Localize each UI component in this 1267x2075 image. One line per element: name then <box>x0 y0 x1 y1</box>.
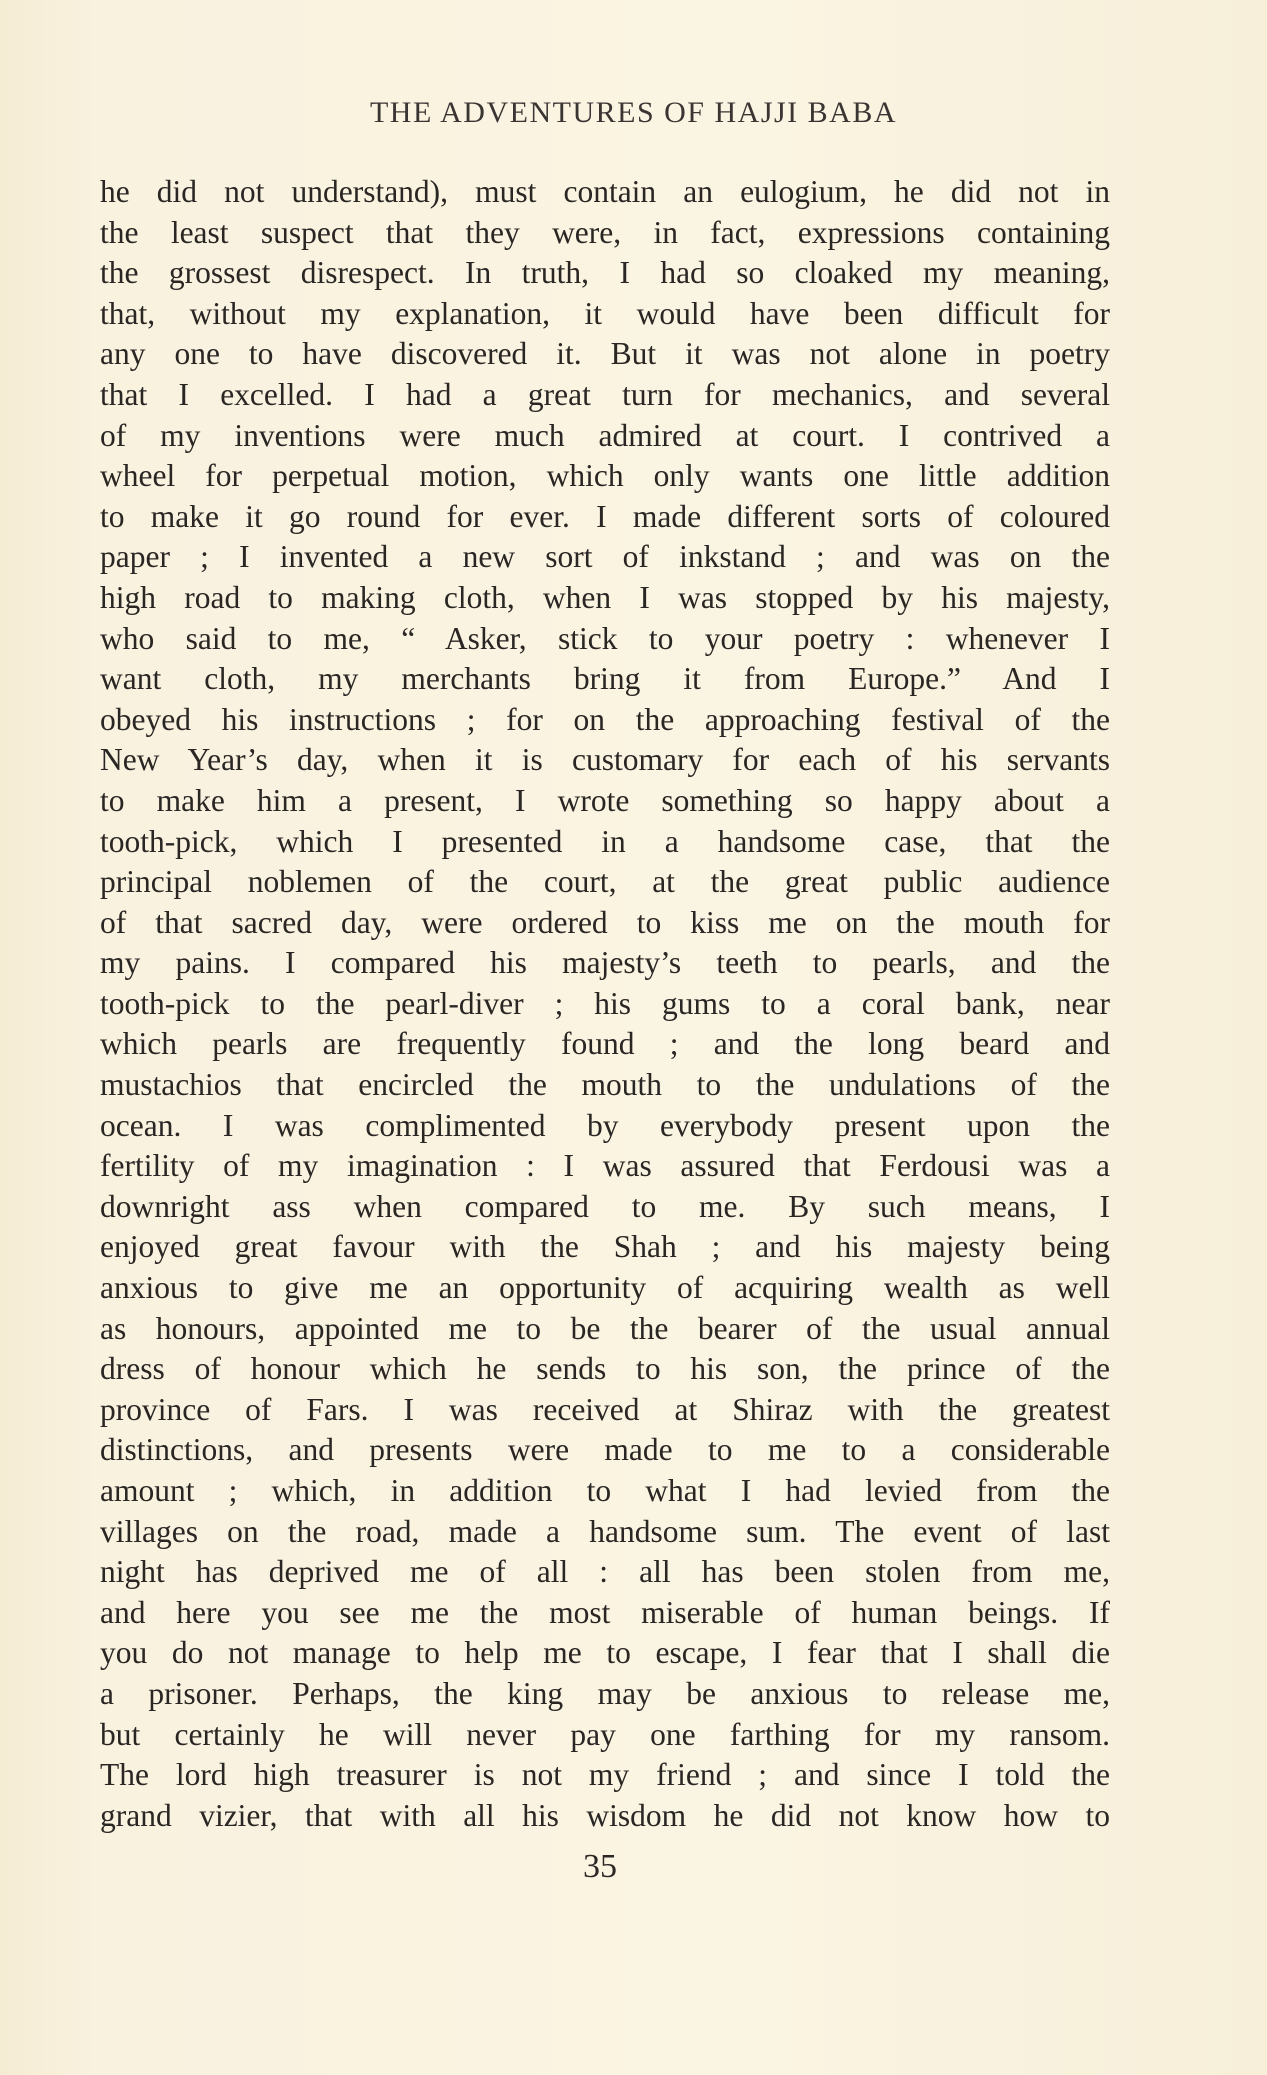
text-line-38: a prisoner. Perhaps, the king may be anxious to release me, <box>100 1675 1110 1711</box>
text-line-26: downright ass when compared to me. By such means, I <box>100 1188 1110 1224</box>
running-head: THE ADVENTURES OF HAJJI BABA <box>369 96 898 129</box>
text-line-29: as honours, appointed me to be the bearer of the usual annual <box>100 1310 1110 1346</box>
text-line-1: he did not understand), must contain an eulogium, he did not in <box>100 174 1110 209</box>
text-line-36: and here you see me the most miserable of human beings. If <box>100 1594 1110 1630</box>
text-line-4: that, without my explanation, it would have been difficult for <box>100 295 1110 331</box>
text-line-6: that I excelled. I had a great turn for mechanics, and several <box>100 376 1110 412</box>
text-line-28: anxious to give me an opportunity of acquiring wealth as well <box>100 1270 1110 1306</box>
text-line-15: New Year’s day, when it is customary for each of his servants <box>100 742 1110 778</box>
text-line-18: principal noblemen of the court, at the great public audience <box>100 864 1110 900</box>
text-line-8: wheel for perpetual motion, which only wants one little addition <box>100 458 1110 494</box>
text-line-12: who said to me, “ Asker, stick to your poetry : whenever I <box>100 620 1110 656</box>
body-text <box>100 172 1110 1836</box>
text-line-23: mustachios that encircled the mouth to the undulations of the <box>100 1067 1110 1103</box>
text-line-14: obeyed his instructions ; for on the approaching festival of the <box>100 701 1110 737</box>
text-line-40: The lord high treasurer is not my friend ; and since I told the <box>100 1757 1110 1793</box>
text-line-17: tooth-pick, which I presented in a handsome case, that the <box>100 823 1110 859</box>
text-line-20: my pains. I compared his majesty’s teeth to pearls, and the <box>100 945 1110 981</box>
text-line-10: paper ; I invented a new sort of inkstand ; and was on the <box>100 539 1110 575</box>
text-line-37: you do not manage to help me to escape, I fear that I shall die <box>100 1635 1110 1671</box>
text-line-22: which pearls are frequently found ; and the long beard and <box>100 1026 1110 1062</box>
text-line-39: but certainly he will never pay one farthing for my ransom. <box>100 1716 1110 1752</box>
page-number: 35 <box>583 1848 617 1885</box>
text-line-19: of that sacred day, were ordered to kiss me on the mouth for <box>100 904 1110 940</box>
text-line-3: the grossest disrespect. In truth, I had so cloaked my meaning, <box>100 255 1110 291</box>
text-line-30: dress of honour which he sends to his son, the prince of the <box>100 1351 1110 1387</box>
text-line-21: tooth-pick to the pearl-diver ; his gums to a coral bank, near <box>100 985 1110 1021</box>
text-line-41: grand vizier, that with all his wisdom he did not know how to <box>100 1797 1110 1833</box>
text-line-33: amount ; which, in addition to what I had levied from the <box>100 1473 1110 1508</box>
text-line-31: province of Fars. I was received at Shiraz with the greatest <box>100 1391 1110 1427</box>
text-line-25: fertility of my imagination : I was assured that Ferdousi was a <box>100 1148 1110 1184</box>
text-line-34: villages on the road, made a handsome sum. The event of last <box>100 1513 1110 1549</box>
text-line-27: enjoyed great favour with the Shah ; and his majesty being <box>100 1229 1110 1265</box>
text-line-9: to make it go round for ever. I made different sorts of coloured <box>100 498 1110 534</box>
text-line-24: ocean. I was complimented by everybody present upon the <box>100 1107 1110 1143</box>
text-line-5: any one to have discovered it. But it was not alone in poetry <box>100 336 1110 372</box>
text-line-32: distinctions, and presents were made to me to a considerable <box>100 1432 1110 1468</box>
text-line-11: high road to making cloth, when I was stopped by his majesty, <box>100 579 1110 615</box>
text-line-7: of my inventions were much admired at court. I contrived a <box>100 417 1110 453</box>
text-line-13: want cloth, my merchants bring it from Europe.” And I <box>100 661 1110 697</box>
text-line-35: night has deprived me of all : all has been stolen from me, <box>100 1554 1110 1590</box>
text-line-2: the least suspect that they were, in fact, expressions containing <box>100 214 1110 250</box>
text-line-16: to make him a present, I wrote something so happy about a <box>100 782 1110 818</box>
